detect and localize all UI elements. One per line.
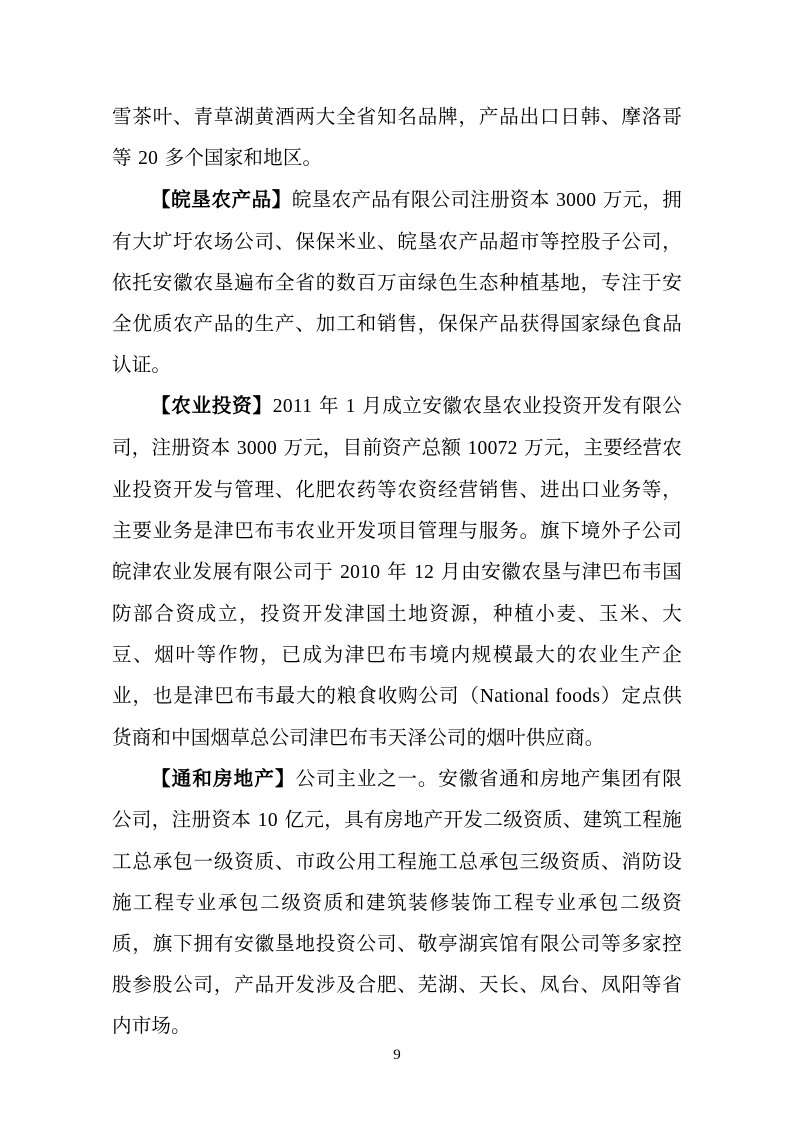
- inline-number: 10072: [467, 438, 518, 459]
- inline-number: 2010: [340, 562, 381, 583]
- inline-number: National foods: [479, 686, 601, 707]
- inline-number: 20: [138, 148, 159, 169]
- body-text: 万元，目前资产总额: [277, 436, 468, 459]
- paragraph-para-nongye-touzi: [112, 385, 682, 758]
- body-text: 雪茶叶、青草湖黄酒两大全省知名品牌，产品出口日韩、摩洛哥等: [112, 105, 682, 169]
- section-term: 【通和房地产】: [151, 767, 296, 790]
- body-text: 万元，拥有大圹圩农场公司、保保米业、皖垦农产品超市等控股子公司，依托安徽农垦遍布全省的数百万亩绿色生态种植基地，专注于安全优质农产品的生产、加工和销售，保保产品获得国家绿色食品认证。: [112, 188, 683, 376]
- body-text: 年: [380, 560, 415, 583]
- body-text: 月成立安徽农垦农业投资开发有限公司，注册资本: [112, 394, 682, 459]
- section-term: 【皖垦农产品】: [151, 188, 292, 211]
- inline-number: 3000: [556, 190, 597, 211]
- inline-number: 12: [414, 562, 435, 583]
- paragraph-para-wanken-nongchanpin: [112, 179, 682, 385]
- body-text: 公司主业之一。安徽省通和房地产集团有限公司，注册资本: [112, 767, 682, 831]
- document-body: [112, 96, 682, 1046]
- body-text: 亿元，具有房地产开发二级资质、建筑工程施工总承包一级资质、市政公用工程施工总承包三级资质、消防设施工程专业承包二级资质和建筑装修装饰工程专业承包二级资质，旗下拥有安徽垦地投资公司、敬亭湖宾馆有限公司等多家控股参股公司，产品开发涉及合肥、芜湖、天长、凤台、凤阳等省内市场。: [112, 808, 682, 1037]
- inline-number: 2011: [272, 396, 313, 417]
- inline-number: 1: [345, 396, 356, 417]
- paragraph-para-tonghe-fangdichan: [112, 758, 682, 1046]
- body-text: 月由安徽农垦与津巴布韦国防部合资成立，投资开发津国土地资源，种植小麦、玉米、大豆、烟叶等作物，已成为津巴布韦境内规模最大的农业生产企业，也是津巴布韦最大的粮食收购公司（: [112, 560, 682, 707]
- body-text: 万元，主要经营农业投资开发与管理、化肥农药等农资经营销售、进出口业务等，主要业务是津巴布韦农业开发项目管理与服务。旗下境外子公司皖津农业发展有限公司于: [112, 436, 682, 583]
- inline-number: 10: [257, 810, 278, 831]
- body-text: 皖垦农产品有限公司注册资本: [291, 188, 557, 211]
- section-term: 【农业投资】: [151, 394, 273, 417]
- body-text: 多个国家和地区。: [158, 146, 323, 169]
- paragraph-para-continued: [112, 96, 682, 179]
- page-number: 9: [393, 1047, 401, 1063]
- body-text: 年: [312, 394, 346, 417]
- inline-number: 3000: [236, 438, 278, 459]
- body-text: ）定点供货商和中国烟草总公司津巴布韦天泽公司的烟叶供应商。: [112, 684, 682, 749]
